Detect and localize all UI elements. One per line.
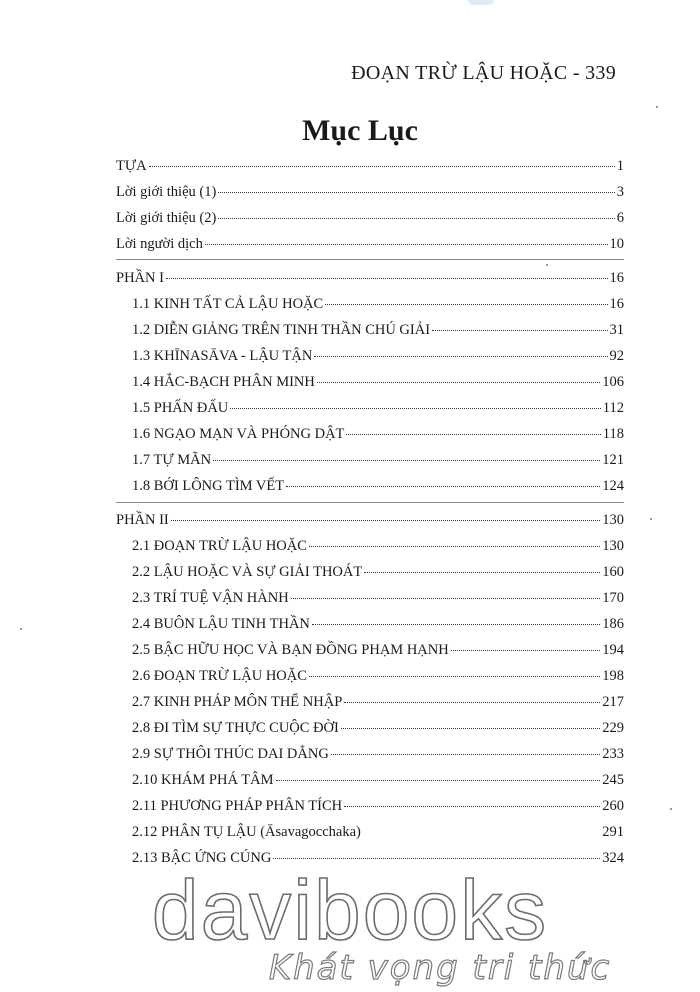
toc-chapter[interactable] — [132, 666, 624, 686]
dot-leader — [218, 218, 614, 219]
toc-chapter-label: 1.1 KINH TẤT CẢ LẬU HOẶC — [132, 296, 324, 312]
toc-chapter[interactable] — [132, 320, 624, 340]
toc-entry-translator-note[interactable] — [116, 234, 624, 254]
toc-chapter-page: 160 — [602, 564, 624, 580]
toc-entry-page: 10 — [609, 236, 624, 252]
toc-chapter[interactable] — [132, 450, 624, 470]
toc-part-1[interactable] — [116, 268, 624, 288]
toc-entry-preface[interactable] — [116, 156, 624, 176]
toc-chapter-page: 170 — [602, 590, 624, 606]
toc-chapter-page: 245 — [602, 772, 624, 788]
toc-chapter-label: 2.7 KINH PHÁP MÔN THỂ NHẬP — [132, 694, 343, 710]
scan-speck — [656, 106, 658, 108]
dot-leader — [363, 832, 600, 833]
dot-leader — [325, 304, 607, 305]
dot-leader — [331, 754, 600, 755]
toc-chapter-page: 194 — [602, 642, 624, 658]
toc-chapter-label: 2.8 ĐI TÌM SỰ THỰC CUỘC ĐỜI — [132, 720, 339, 736]
toc-chapter-page: 106 — [602, 374, 624, 390]
toc-chapter-label: 1.7 TỰ MÃN — [132, 452, 212, 468]
dot-leader — [341, 728, 600, 729]
toc-chapter[interactable] — [132, 744, 624, 764]
dot-leader — [344, 806, 600, 807]
toc-chapter-page: 130 — [602, 538, 624, 554]
toc-chapter-label: 2.9 SỰ THÔI THÚC DAI DẲNG — [132, 746, 329, 762]
toc-chapter-label: 2.3 TRÍ TUỆ VẬN HÀNH — [132, 590, 289, 606]
toc-chapter-page: 198 — [602, 668, 624, 684]
toc-chapter-page: 112 — [602, 400, 624, 416]
scan-speck — [20, 628, 22, 630]
toc-chapter[interactable] — [132, 476, 624, 496]
toc-chapter-label: 1.2 DIỄN GIẢNG TRÊN TINH THẦN CHÚ GIẢI — [132, 322, 431, 338]
dot-leader — [309, 676, 600, 677]
toc-chapter[interactable] — [132, 562, 624, 582]
toc-chapter[interactable] — [132, 796, 624, 816]
toc-entry-intro-2[interactable] — [116, 208, 624, 228]
toc-chapter-label: 1.8 BỚI LÔNG TÌM VẾT — [132, 478, 285, 494]
toc-chapter-label: 2.1 ĐOẠN TRỪ LẬU HOẶC — [132, 538, 307, 554]
dot-leader — [432, 330, 607, 331]
toc-chapter-label: 1.6 NGẠO MẠN VÀ PHÓNG DẬT — [132, 426, 345, 442]
toc-part-label: PHẦN II — [116, 512, 169, 528]
dot-leader — [291, 598, 601, 599]
toc-entry-intro-1[interactable] — [116, 182, 624, 202]
toc-chapter-page: 217 — [602, 694, 624, 710]
toc-chapter-label: 2.12 PHÂN TỤ LẬU (Āsavagocchaka) — [132, 824, 361, 840]
toc-chapter-page: 186 — [602, 616, 624, 632]
toc-chapter[interactable] — [132, 640, 624, 660]
toc-chapter-label: 1.4 HẮC-BẠCH PHÂN MINH — [132, 374, 315, 390]
toc-chapter-page: 324 — [602, 850, 624, 866]
toc-part-page: 16 — [609, 270, 624, 286]
page-title: Mục Lục — [302, 114, 418, 147]
dot-leader — [312, 624, 600, 625]
toc-chapter[interactable] — [132, 692, 624, 712]
dot-leader — [218, 192, 614, 193]
toc-chapter[interactable] — [132, 848, 624, 868]
toc-entry-label: TỰA — [116, 158, 147, 174]
toc-part-page: 130 — [602, 512, 624, 528]
dot-leader — [286, 486, 600, 487]
dot-leader — [273, 858, 600, 859]
dot-leader — [344, 702, 600, 703]
toc-chapter[interactable] — [132, 372, 624, 392]
toc-chapter[interactable] — [132, 398, 624, 418]
dot-leader — [451, 650, 601, 651]
toc-entry-page: 1 — [616, 158, 624, 174]
toc-chapter-page: 16 — [609, 296, 624, 312]
toc-part-label: PHẦN I — [116, 270, 164, 286]
section-divider — [116, 502, 624, 503]
watermark-tagline: Khát vọng tri thức — [268, 948, 612, 988]
scan-speck — [546, 264, 548, 266]
dot-leader — [166, 278, 608, 279]
toc-part-2[interactable] — [116, 510, 624, 530]
toc-chapter[interactable] — [132, 346, 624, 366]
toc-chapter[interactable] — [132, 588, 624, 608]
dot-leader — [213, 460, 600, 461]
toc-chapter-page: 124 — [602, 478, 624, 494]
toc-entry-label: Lời giới thiệu (2) — [116, 210, 217, 226]
toc-chapter[interactable] — [132, 718, 624, 738]
toc-chapter-label: 1.5 PHẤN ĐẤU — [132, 400, 229, 416]
toc-entry-label: Lời người dịch — [116, 236, 203, 252]
toc-entry-page: 6 — [616, 210, 624, 226]
toc-chapter[interactable] — [132, 424, 624, 444]
toc-entry-label: Lời giới thiệu (1) — [116, 184, 217, 200]
dot-leader — [314, 356, 607, 357]
toc-chapter-page: 233 — [602, 746, 624, 762]
dot-leader — [149, 166, 615, 167]
dot-leader — [171, 520, 600, 521]
scan-speck — [650, 518, 652, 520]
section-divider — [116, 259, 624, 260]
dot-leader — [230, 408, 601, 409]
toc-chapter[interactable] — [132, 614, 624, 634]
toc-chapter[interactable] — [132, 294, 624, 314]
dot-leader — [205, 244, 608, 245]
toc-chapter-label: 2.6 ĐOẠN TRỪ LẬU HOẶC — [132, 668, 307, 684]
toc-chapter-page: 31 — [609, 322, 624, 338]
watermark-brand: davibooks — [151, 863, 549, 957]
toc-chapter-page: 260 — [602, 798, 624, 814]
toc-entry-page: 3 — [616, 184, 624, 200]
toc-chapter-page: 229 — [602, 720, 624, 736]
dot-leader — [309, 546, 600, 547]
toc-chapter-label: 2.11 PHƯƠNG PHÁP PHÂN TÍCH — [132, 798, 343, 814]
dot-leader — [364, 572, 600, 573]
scan-speck — [670, 808, 672, 810]
dot-leader — [317, 382, 600, 383]
toc-chapter[interactable] — [132, 822, 624, 842]
toc-chapter-label: 2.4 BUÔN LẬU TINH THẦN — [132, 616, 310, 632]
toc-chapter-page: 118 — [602, 426, 624, 442]
toc-chapter-label: 1.3 KHĪNASĀVA - LẬU TẬN — [132, 348, 313, 364]
toc-chapter-page: 92 — [609, 348, 624, 364]
dot-leader — [276, 780, 601, 781]
toc-chapter[interactable] — [132, 770, 624, 790]
running-head: ĐOẠN TRỪ LẬU HOẶC - 339 — [351, 62, 616, 84]
dot-leader — [346, 434, 600, 435]
toc-chapter-page: 121 — [602, 452, 624, 468]
toc-chapter-page: 291 — [602, 824, 624, 840]
scan-smudge — [468, 0, 494, 5]
toc-chapter-label: 2.10 KHÁM PHÁ TÂM — [132, 772, 274, 788]
toc-chapter-label: 2.5 BẬC HỮU HỌC VÀ BẠN ĐỒNG PHẠM HẠNH — [132, 642, 449, 658]
toc-chapter-label: 2.13 BẬC ỨNG CÚNG — [132, 850, 272, 866]
toc-chapter[interactable] — [132, 536, 624, 556]
toc-chapter-label: 2.2 LẬU HOẶC VÀ SỰ GIẢI THOÁT — [132, 564, 363, 580]
